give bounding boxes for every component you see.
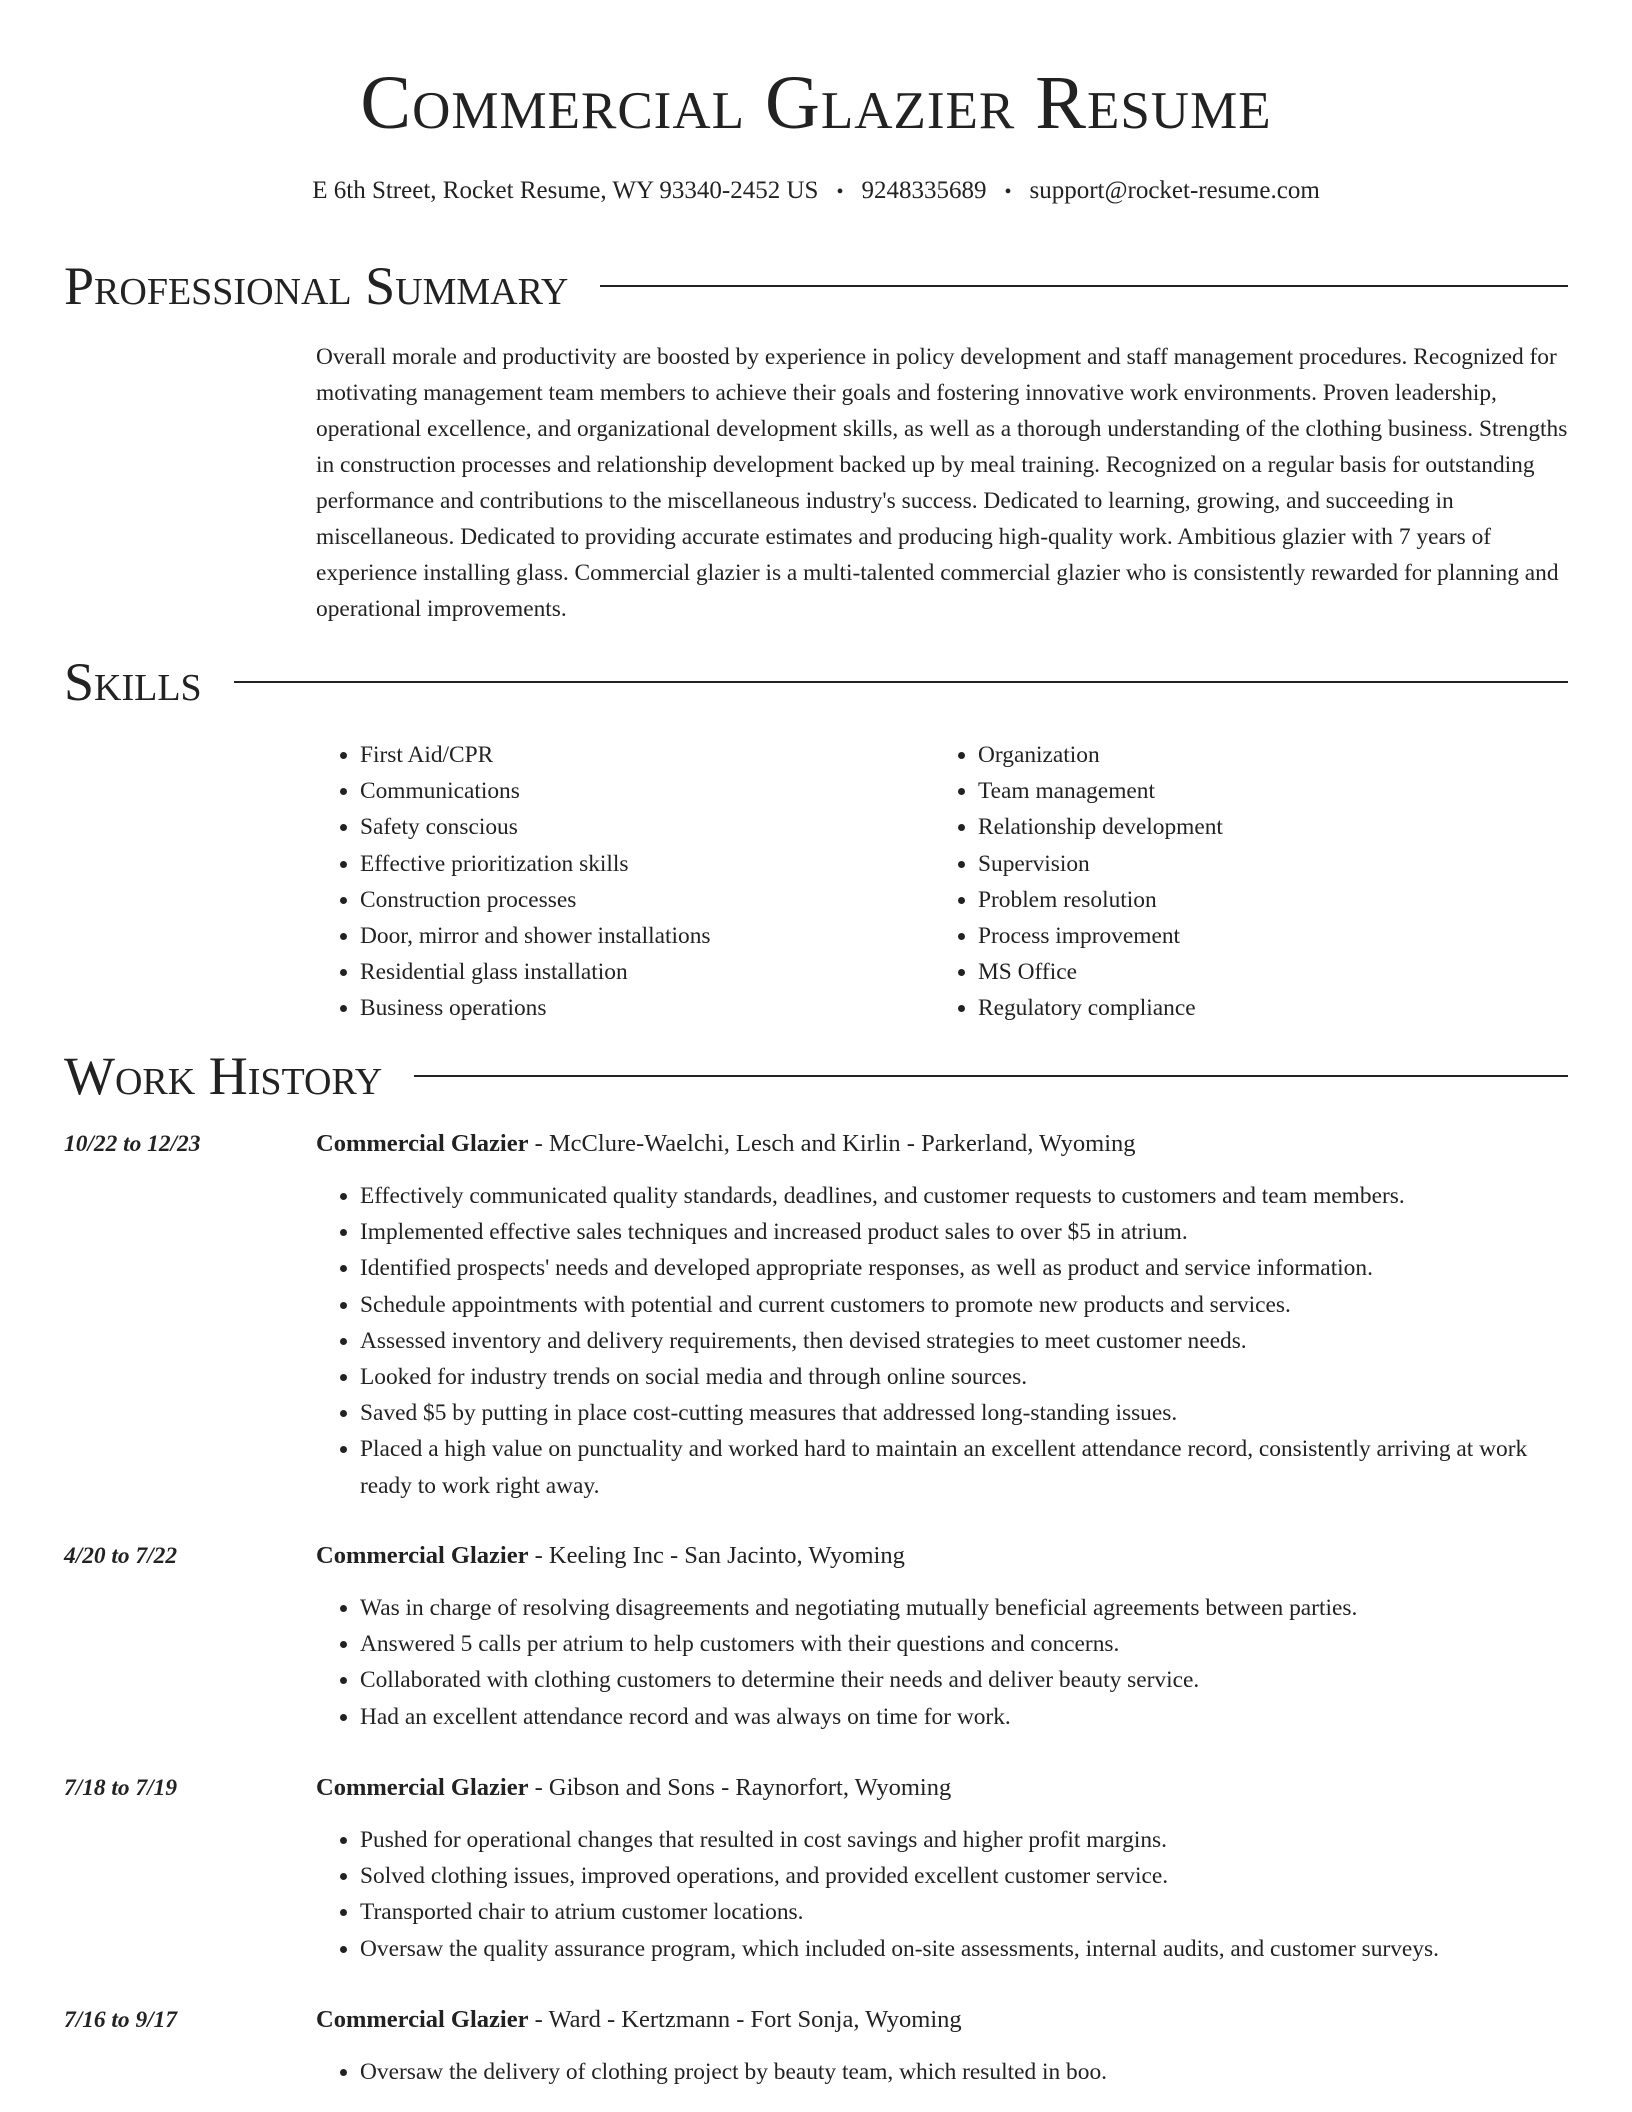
job-employer-location: - Keeling Inc - San Jacinto, Wyoming [528,1542,905,1569]
job-entry [64,2002,1572,2090]
skill-item: • Safety conscious [360,809,934,845]
skill-item: • Team management [978,773,1552,809]
job-entry [64,1770,1572,1967]
skill-item: • Organization [978,737,1552,773]
skill-item: • Construction processes [360,882,934,918]
skill-item: • Effective prioritization skills [360,846,934,882]
job-bullets [316,2054,1572,2090]
job-bullet: • Effectively communicated quality standards, deadlines, and customer requests to customers and team members. [360,1178,1572,1214]
job-bullet: • Looked for industry trends on social media and through online sources. [360,1359,1572,1395]
job-role: Commercial Glazier [316,2006,529,2033]
job-bullet: • Answered 5 calls per atrium to help customers with their questions and concerns. [360,1626,1572,1662]
job-bullet: • Oversaw the delivery of clothing project by beauty team, which resulted in boo. [360,2054,1572,2090]
skill-item: • Door, mirror and shower installations [360,918,934,954]
skill-item: • Supervision [978,846,1552,882]
job-bullet: • Collaborated with clothing customers to determine their needs and deliver beauty service. [360,1662,1572,1698]
skill-item: • Process improvement [978,918,1552,954]
resume-title: Commercial Glazier Resume [360,61,1272,145]
work-section-header [64,1044,1568,1108]
contact-phone: 9248335689 [861,177,987,204]
job-dates: 7/16 to 9/17 [64,2007,178,2033]
skill-item: • First Aid/CPR [360,737,934,773]
job-employer-location: - Gibson and Sons - Raynorfort, Wyoming [528,1774,952,1801]
skill-item: • Communications [360,773,934,809]
job-entry [64,1126,1572,1504]
job-employer-location: - Ward - Kertzmann - Fort Sonja, Wyoming [528,2006,962,2033]
job-bullet: • Implemented effective sales techniques and increased product sales to over $5 in atrium. [360,1214,1572,1250]
section-divider [234,681,1568,683]
job-bullet: • Was in charge of resolving disagreements and negotiating mutually beneficial agreements between parties. [360,1590,1572,1626]
job-bullet: • Oversaw the quality assurance program, which included on-site assessments, internal audits, and customer surveys. [360,1931,1572,1967]
job-bullet: • Had an excellent attendance record and was always on time for work. [360,1699,1572,1735]
job-bullets [316,1590,1572,1735]
job-heading [316,1538,1572,1574]
summary-section-title: Professional Summary [64,256,569,316]
job-bullet: • Placed a high value on punctuality and worked hard to maintain an excellent attendance record, consistently arriving at work ready to work right away. [360,1431,1572,1503]
skills-column-left [316,737,934,1027]
contact-line [0,174,1632,209]
job-bullet: • Identified prospects' needs and developed appropriate responses, as well as product and service information. [360,1250,1572,1286]
job-role: Commercial Glazier [316,1130,529,1157]
skills-column-right [934,737,1552,1027]
job-role: Commercial Glazier [316,1774,529,1801]
skills-list [316,737,1572,1027]
job-bullets [316,1822,1572,1967]
contact-email: support@rocket-resume.com [1029,177,1320,204]
job-bullet: • Solved clothing issues, improved operations, and provided excellent customer service. [360,1858,1572,1894]
job-entry [64,1538,1572,1735]
job-bullet: • Pushed for operational changes that resulted in cost savings and higher profit margins. [360,1822,1572,1858]
job-bullet: • Schedule appointments with potential and current customers to promote new products and services. [360,1287,1572,1323]
job-heading [316,2002,1572,2038]
job-dates: 4/20 to 7/22 [64,1543,178,1569]
summary-text: Overall morale and productivity are boosted by experience in policy development and staff management procedures. Recognized for motivating management team members to achieve their goals and fostering innovative work environments. Proven leadership, operational excellence, and organizational development skills, as well as a thorough understanding of the clothing business. Strengths in construction processes and relationship development backed up by meal training. Recognized on a regular basis for outstanding performance and contributions to the miscellaneous industry's success. Dedicated to learning, growing, and succeeding in miscellaneous. Dedicated to providing accurate estimates and producing high-quality work. Ambitious glazier with 7 years of experience installing glass. Commercial glazier is a multi-talented commercial glazier who is consistently rewarded for planning and operational improvements. [316,344,1568,622]
work-section-title: Work History [64,1046,383,1106]
skills-section-header [64,650,1568,714]
summary-section-header [64,254,1568,318]
skills-section-title: Skills [64,652,202,712]
job-heading [316,1126,1572,1162]
skill-item: • Regulatory compliance [978,990,1552,1026]
contact-address: E 6th Street, Rocket Resume, WY 93340-2452 US [312,177,819,204]
skill-item: • Residential glass installation [360,954,934,990]
job-role: Commercial Glazier [316,1542,529,1569]
job-heading [316,1770,1572,1806]
job-dates: 7/18 to 7/19 [64,1775,178,1801]
contact-separator: • [1004,181,1012,203]
job-bullets [316,1178,1572,1504]
skill-item: • Relationship development [978,809,1552,845]
job-bullet: • Assessed inventory and delivery requirements, then devised strategies to meet customer needs. [360,1323,1572,1359]
job-employer-location: - McClure-Waelchi, Lesch and Kirlin - Parkerland, Wyoming [528,1130,1136,1157]
skill-item: • MS Office [978,954,1552,990]
skill-item: • Problem resolution [978,882,1552,918]
job-dates: 10/22 to 12/23 [64,1131,201,1157]
job-bullet: • Transported chair to atrium customer locations. [360,1894,1572,1930]
section-divider [414,1075,1568,1077]
job-bullet: • Saved $5 by putting in place cost-cutting measures that addressed long-standing issues. [360,1395,1572,1431]
contact-separator: • [836,181,844,203]
skill-item: • Business operations [360,990,934,1026]
section-divider [600,285,1568,287]
